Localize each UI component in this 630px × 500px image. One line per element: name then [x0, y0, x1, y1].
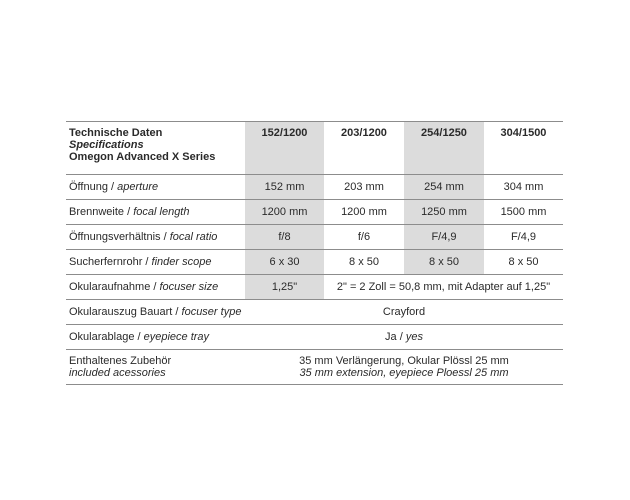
row-label: Okularauszug Bauart / focuser type — [66, 300, 245, 325]
header-row — [66, 122, 563, 175]
header-label-cell — [66, 122, 245, 175]
spec-value: 254 mm — [404, 175, 484, 200]
model-header: 152/1200 — [245, 122, 324, 175]
title-en: Specifications — [69, 139, 144, 151]
spec-value: 8 x 50 — [484, 250, 563, 275]
spec-value: 8 x 50 — [404, 250, 484, 275]
title-de: Technische Daten — [69, 127, 163, 139]
spec-value: F/4,9 — [484, 225, 563, 250]
spec-value: 8 x 50 — [324, 250, 404, 275]
row-label: Okularablage / eyepiece tray — [66, 325, 245, 350]
spec-value: 304 mm — [484, 175, 563, 200]
spec-row-eyepiece-tray — [66, 325, 563, 350]
model-header: 203/1200 — [324, 122, 404, 175]
spec-value: 1,25" — [245, 275, 324, 300]
spec-value: F/4,9 — [404, 225, 484, 250]
spec-row-focuser-size — [66, 275, 563, 300]
series-name: Omegon Advanced X Series — [69, 151, 216, 163]
spec-value: 1500 mm — [484, 200, 563, 225]
row-label: Öffnung / aperture — [66, 175, 245, 200]
row-label: Brennweite / focal length — [66, 200, 245, 225]
spec-row-finder-scope — [66, 250, 563, 275]
spec-value-span: 35 mm Verlängerung, Okular Plössl 25 mm 35 mm extension, eyepiece Ploessl 25 mm — [245, 350, 563, 385]
spec-value: 203 mm — [324, 175, 404, 200]
model-header: 254/1250 — [404, 122, 484, 175]
spec-value: 6 x 30 — [245, 250, 324, 275]
spec-value-span: 2" = 2 Zoll = 50,8 mm, mit Adapter auf 1,25" — [324, 275, 563, 300]
row-label: Sucherfernrohr / finder scope — [66, 250, 245, 275]
row-label: Enthaltenes Zubehör included acessories — [66, 350, 245, 385]
spec-table — [66, 121, 563, 385]
spec-row-aperture — [66, 175, 563, 200]
spec-value: 1200 mm — [324, 200, 404, 225]
spec-value-span: Crayford — [245, 300, 563, 325]
spec-row-focal-length — [66, 200, 563, 225]
spec-value: f/8 — [245, 225, 324, 250]
row-label: Öffnungsverhältnis / focal ratio — [66, 225, 245, 250]
model-header: 304/1500 — [484, 122, 563, 175]
spec-value-span: Ja / yes — [245, 325, 563, 350]
spec-value: 1250 mm — [404, 200, 484, 225]
row-label: Okularaufnahme / focuser size — [66, 275, 245, 300]
spec-value: 152 mm — [245, 175, 324, 200]
spec-row-focal-ratio — [66, 225, 563, 250]
spec-value: 1200 mm — [245, 200, 324, 225]
spec-row-focuser-type — [66, 300, 563, 325]
spec-row-accessories — [66, 350, 563, 385]
spec-value: f/6 — [324, 225, 404, 250]
